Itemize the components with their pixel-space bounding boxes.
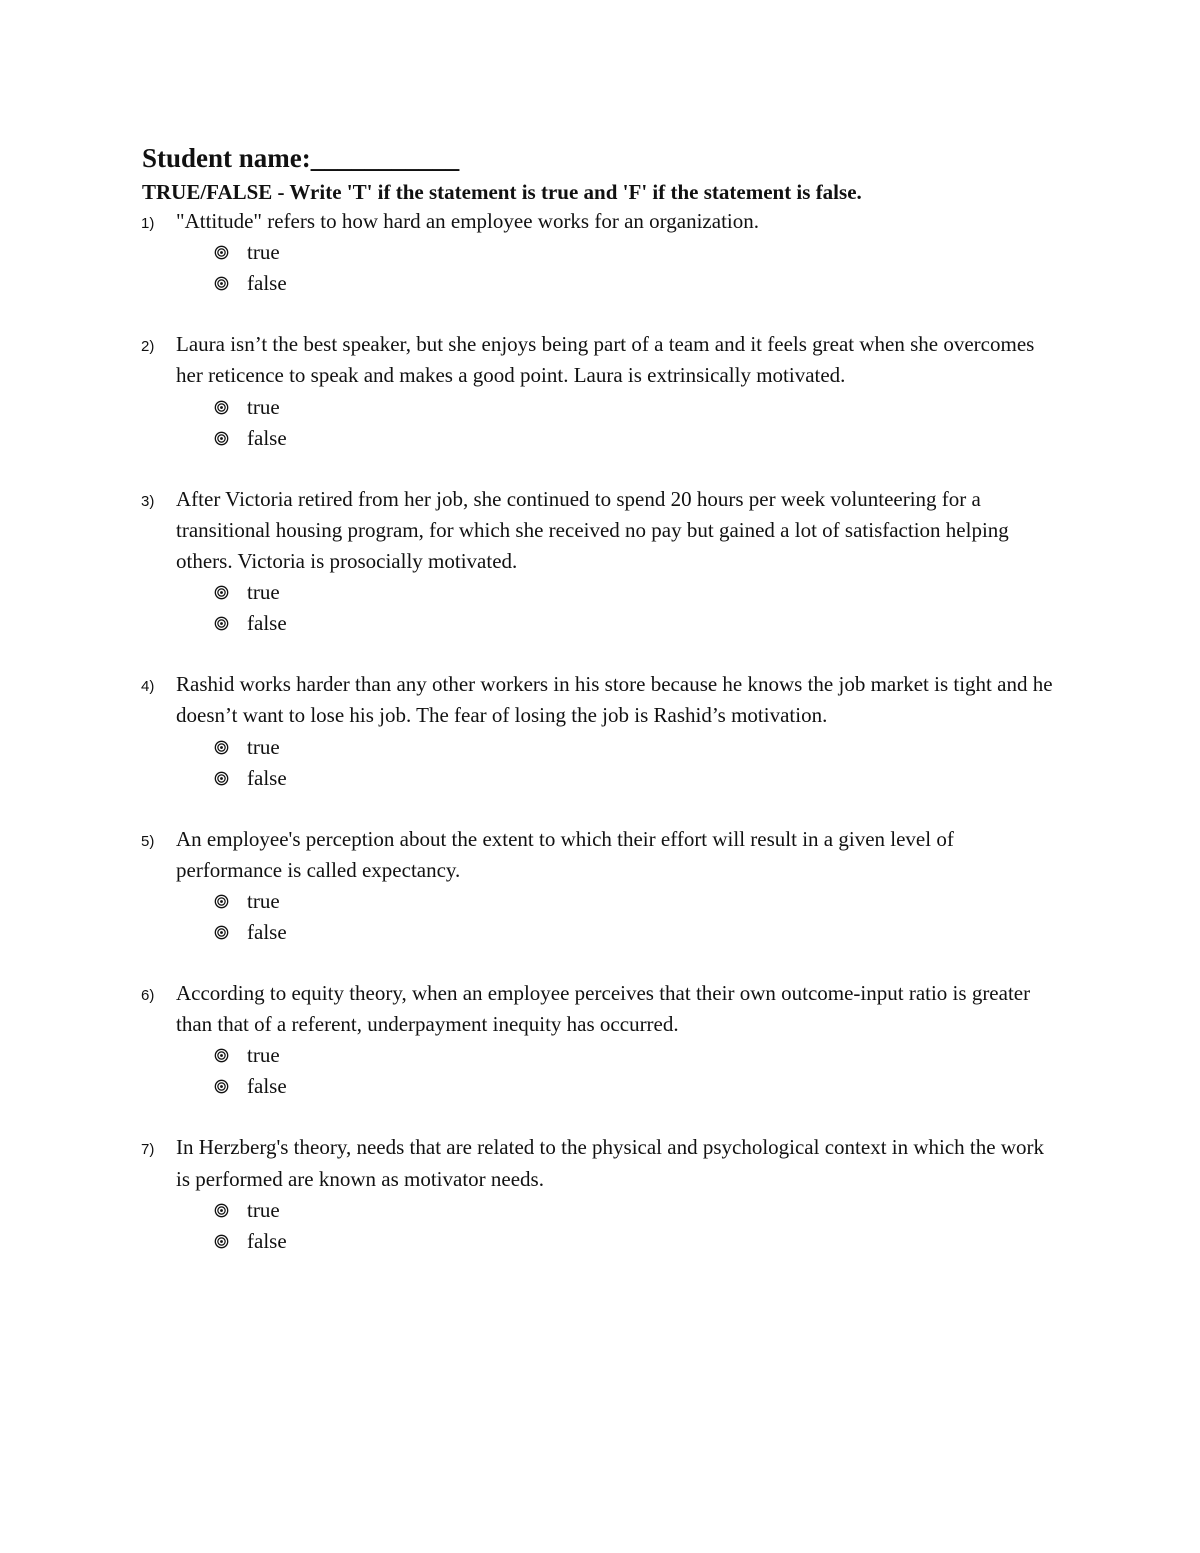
question-statement: Rashid works harder than any other workers in his store because he knows the job market is tight and he doesn’t want to lose his job. The fear of losing the job is Rashid’s motivation. [176,672,1053,728]
target-bullet-icon [214,400,229,415]
target-bullet-icon [214,276,229,291]
question-item [0,484,1200,640]
answer-option-label: true [247,394,280,419]
question-list [0,206,1200,1287]
question-text [0,484,1056,578]
question-item [0,329,1200,453]
answer-option-label: false [247,765,287,790]
question-statement: Laura isn’t the best speaker, but she enjoys being part of a team and it feels great when she overcomes her reticence to speak and makes a good point. Laura is extrinsically motivated. [176,332,1035,388]
question-item [0,824,1200,948]
question-number: 4) [141,678,155,696]
answer-option-true[interactable] [0,392,1200,423]
answer-option-label: false [247,1074,287,1099]
target-bullet-icon [214,1203,229,1218]
answer-option-false[interactable] [0,608,1200,639]
answer-option-true[interactable] [0,886,1200,917]
question-statement: "Attitude" refers to how hard an employee works for an organization. [176,209,759,233]
answer-option-label: false [247,1228,287,1253]
question-text [0,978,1056,1040]
answer-option-label: false [247,271,287,296]
answer-option-label: true [247,889,280,914]
target-bullet-icon [214,771,229,786]
question-item [0,1132,1200,1256]
question-text [0,329,1056,391]
question-text [0,206,1056,237]
answer-option-false[interactable] [0,917,1200,948]
answer-option-label: true [247,580,280,605]
question-item [0,978,1200,1102]
answer-option-false[interactable] [0,1226,1200,1257]
instructions: TRUE/FALSE - Write 'T' if the statement is true and 'F' if the statement is false. [142,180,862,204]
question-number: 1) [141,215,155,232]
target-bullet-icon [214,925,229,940]
question-statement: In Herzberg's theory, needs that are related to the physical and psychological context in which the work is performed are known as motivator needs. [176,1135,1044,1191]
student-name-heading: Student name:___________ [142,143,460,173]
target-bullet-icon [214,616,229,631]
target-bullet-icon [214,245,229,260]
answer-option-false[interactable] [0,268,1200,299]
question-item [0,669,1200,793]
question-number: 7) [141,1141,155,1159]
answer-option-label: true [247,734,280,759]
target-bullet-icon [214,740,229,755]
answer-option-label: false [247,920,287,945]
answer-option-label: true [247,1043,280,1068]
answer-option-true[interactable] [0,577,1200,608]
answer-option-false[interactable] [0,1071,1200,1102]
target-bullet-icon [214,431,229,446]
answer-option-label: false [247,425,287,450]
target-bullet-icon [214,585,229,600]
question-number: 5) [141,832,155,850]
answer-option-label: false [247,611,287,636]
answer-option-label: true [247,1197,280,1222]
question-item [0,206,1200,299]
answer-option-true[interactable] [0,237,1200,268]
target-bullet-icon [214,1234,229,1249]
question-text [0,824,1056,886]
target-bullet-icon [214,1079,229,1094]
answer-option-true[interactable] [0,1040,1200,1071]
question-statement: An employee's perception about the extent to which their effort will result in a given level of performance is called expectancy. [176,826,954,882]
answer-option-label: true [247,240,280,265]
question-statement: After Victoria retired from her job, she continued to spend 20 hours per week volunteering for a transitional housing program, for which she received no pay but gained a lot of satisfaction helping others. Victoria is prosocially motivated. [176,486,1009,574]
question-statement: According to equity theory, when an employee perceives that their own outcome-input ratio is greater than that of a referent, underpayment inequity has occurred. [176,981,1031,1037]
question-number: 6) [141,987,155,1005]
answer-option-true[interactable] [0,1195,1200,1226]
question-number: 2) [141,338,155,356]
question-text [0,669,1056,731]
answer-option-true[interactable] [0,732,1200,763]
question-text [0,1132,1056,1194]
question-number: 3) [141,492,155,510]
answer-option-false[interactable] [0,423,1200,454]
target-bullet-icon [214,1048,229,1063]
answer-option-false[interactable] [0,763,1200,794]
target-bullet-icon [214,894,229,909]
